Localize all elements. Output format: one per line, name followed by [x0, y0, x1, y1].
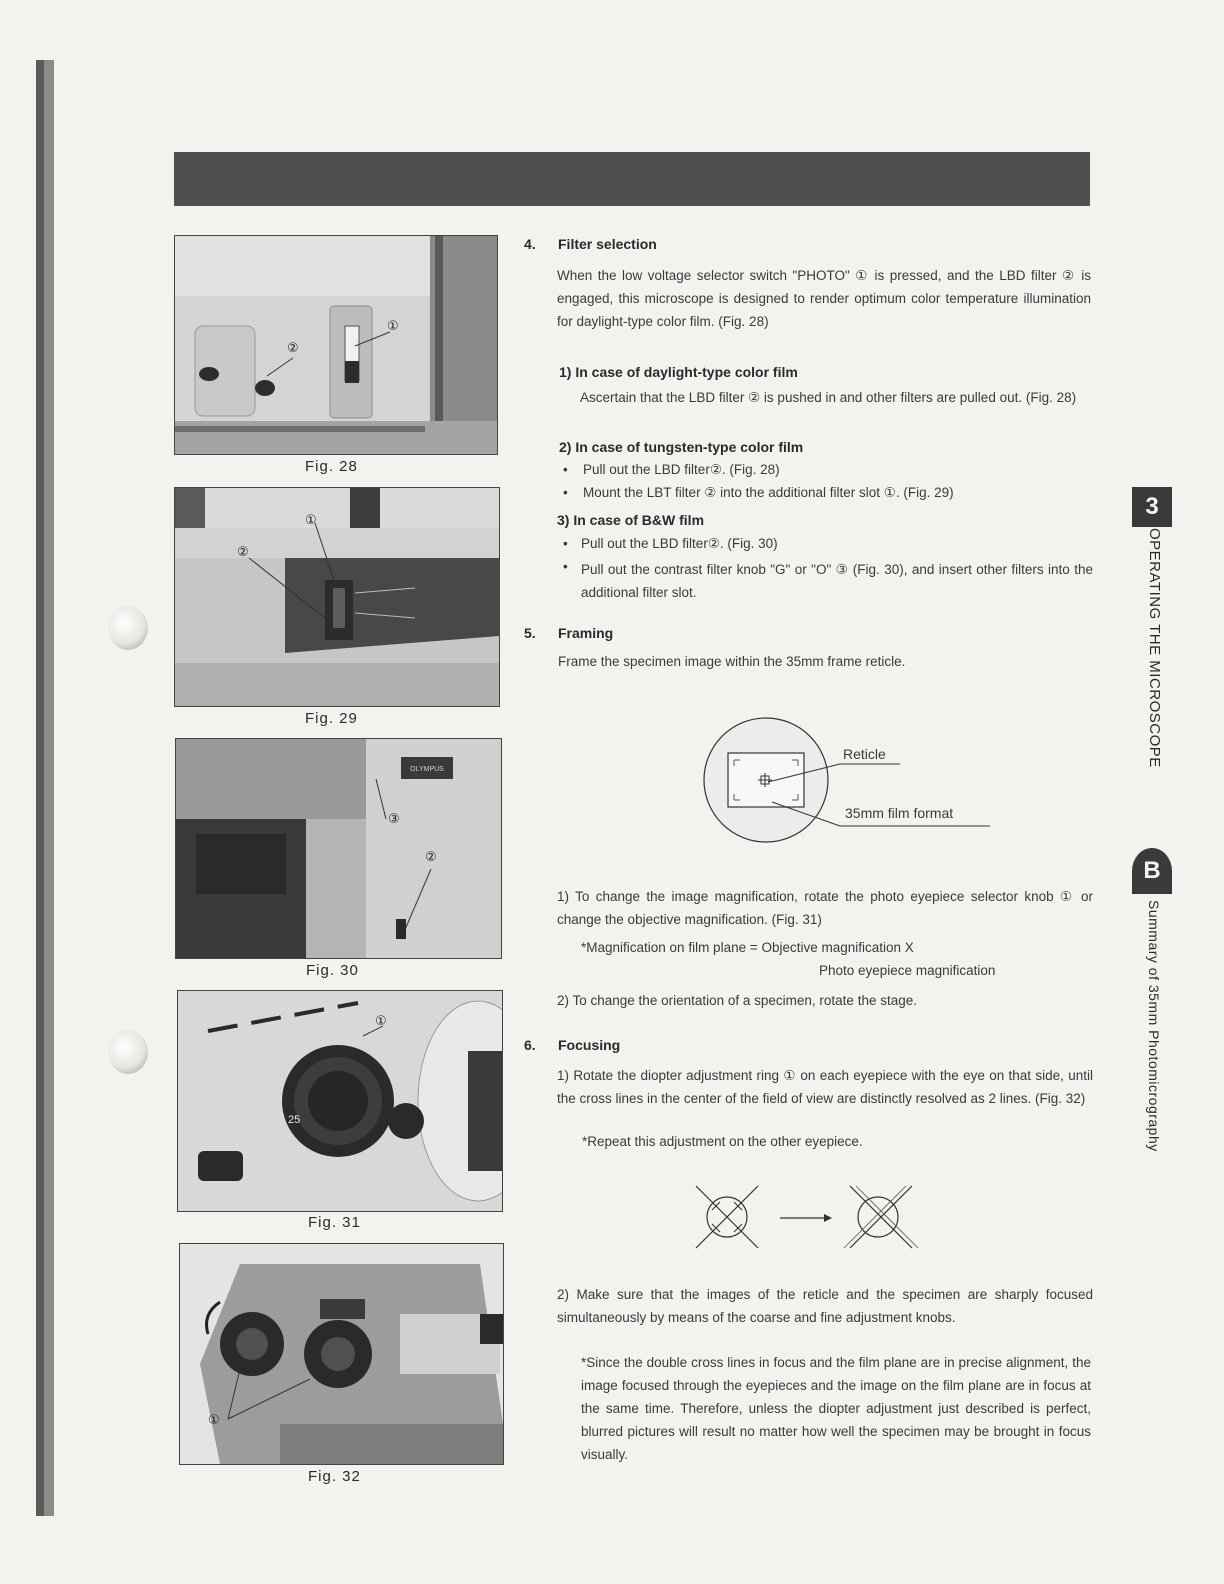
section-5-title: Framing	[558, 625, 614, 641]
figure-28-callout-2: ②	[287, 340, 299, 355]
figure-29-illustration	[175, 488, 499, 706]
section-4-sub3-bullet2: Pull out the contrast filter knob "G" or "O" ③ (Fig. 30), and insert other filters into the additional filter slot.	[581, 562, 1093, 600]
figure-31-photo	[177, 990, 503, 1212]
section-6-item2: 2) Make sure that the images of the reticle and the specimen are sharply focused simultaneously by means of the coarse and fine adjustment knobs.	[557, 1287, 1093, 1325]
figure-31-knob-label: 25	[288, 1114, 301, 1126]
figure-30-callout-2: ②	[425, 849, 437, 864]
reticle-label: Reticle	[843, 746, 886, 762]
section-5-intro: Frame the specimen image within the 35mm frame reticle.	[558, 654, 906, 669]
film-format-label: 35mm film format	[845, 805, 954, 821]
figure-29-callout-1: ①	[305, 512, 317, 527]
section-6-note2: *Since the double cross lines in focus and the film plane are in precise alignment, the image focused through the eyepieces and the image on the film plane are in focus at the same time. Therefore, unless the diopter adjustment just described is perfect, blurred pictures will result no matter how well the specimen may be brought in focus visually.	[581, 1355, 1091, 1462]
figure-30-callout-3: ③	[388, 811, 400, 826]
reticle-diagram	[698, 716, 998, 846]
figure-32-callout-1: ①	[208, 1412, 220, 1427]
section-6-item1: 1) Rotate the diopter adjustment ring ① on each eyepiece with the eye on that side, until the cross lines in the center of the field of view are distinctly resolved as 2 lines. (Fig. 32)	[557, 1068, 1093, 1106]
sidebar-badge-b: B	[1132, 848, 1172, 894]
figure-32-illustration	[180, 1244, 503, 1464]
section-5-formula-line2: Photo eyepiece magnification	[819, 963, 996, 978]
sidebar-chapter-title: OPERATING THE MICROSCOPE	[1146, 528, 1163, 768]
figure-31-callout-1: ①	[375, 1013, 387, 1028]
section-5-item1: 1) To change the image magnification, rotate the photo eyepiece selector knob ① or change the objective magnification. (Fig. 31)	[557, 889, 1093, 927]
section-6-number: 6.	[524, 1037, 536, 1053]
figure-29-callout-2: ②	[237, 544, 249, 559]
figure-31-caption: Fig. 31	[308, 1214, 361, 1231]
figure-31-illustration	[178, 991, 502, 1211]
section-4-sub1-text: Ascertain that the LBD filter ② is pushed in and other filters are pulled out. (Fig. 28)	[580, 390, 1077, 405]
section-4-sub1-title: 1) In case of daylight-type color film	[559, 364, 798, 380]
figure-28-illustration	[175, 236, 497, 454]
section-5-formula-line1: *Magnification on film plane = Objective magnification X	[581, 940, 914, 955]
figure-28-callout-1: ①	[387, 318, 399, 333]
section-4-sub3-title: 3) In case of B&W film	[557, 512, 705, 528]
bullet-dot: •	[563, 559, 568, 574]
figure-28-caption: Fig. 28	[305, 458, 358, 475]
bullet-dot: •	[563, 485, 568, 500]
punch-hole-top	[108, 606, 148, 650]
figure-30-illustration	[176, 739, 501, 958]
sidebar-badge-3: 3	[1132, 487, 1172, 527]
section-6-note1: *Repeat this adjustment on the other eyepiece.	[582, 1134, 863, 1149]
section-4-number: 4.	[524, 236, 536, 252]
figure-32-photo	[179, 1243, 504, 1465]
section-4-title: Filter selection	[558, 236, 657, 252]
section-4-sub2-bullet1: Pull out the LBD filter②. (Fig. 28)	[583, 462, 780, 477]
section-5-number: 5.	[524, 625, 536, 641]
section-4-sub2-bullet2: Mount the LBT filter ② into the additional filter slot ①. (Fig. 29)	[583, 485, 954, 500]
figure-30-brand-text: OLYMPUS	[410, 766, 444, 773]
crossline-focus-diagram	[690, 1180, 920, 1254]
bullet-dot: •	[563, 536, 568, 551]
figure-32-caption: Fig. 32	[308, 1468, 361, 1485]
punch-hole-bottom	[108, 1030, 148, 1074]
figure-28-photo	[174, 235, 498, 455]
header-bar	[174, 152, 1090, 206]
sidebar-section-title: Summary of 35mm Photomicrography	[1146, 900, 1162, 1152]
section-6-title: Focusing	[558, 1037, 621, 1053]
section-5-item2: 2) To change the orientation of a specimen, rotate the stage.	[557, 993, 917, 1008]
bullet-dot: •	[563, 462, 568, 477]
binding-edge-inner	[44, 60, 54, 1516]
section-4-sub3-bullet1: Pull out the LBD filter②. (Fig. 30)	[581, 536, 778, 551]
figure-29-photo	[174, 487, 500, 707]
figure-30-photo	[175, 738, 502, 959]
figure-30-caption: Fig. 30	[306, 962, 359, 979]
section-4-intro: When the low voltage selector switch "PHOTO" ① is pressed, and the LBD filter ② is engaged, this microscope is designed to render optimum color temperature illumination for daylight-type color film. (Fig. 28)	[557, 268, 1091, 329]
figure-29-caption: Fig. 29	[305, 710, 358, 727]
section-4-sub2-title: 2) In case of tungsten-type color film	[559, 439, 804, 455]
